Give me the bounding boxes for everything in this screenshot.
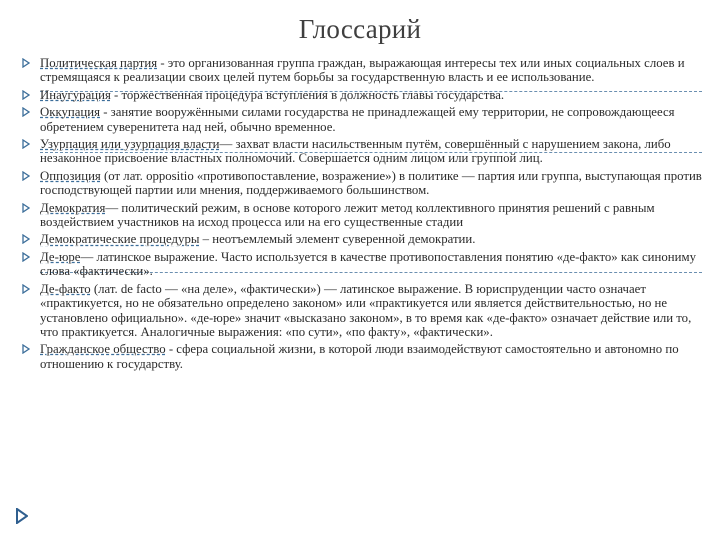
glossary-definition: - это организованная группа граждан, выражающая интересы тех или иных социальных слоев и стремящаяся к реализации своих целей путем борьбы за государственную власть и ее использование. (40, 56, 685, 85)
glossary-definition: – неотъемлемый элемент суверенной демократии. (199, 232, 476, 247)
triangle-bullet-icon (22, 252, 30, 262)
glossary-term: Инаугурация (40, 87, 111, 102)
glossary-item (22, 232, 712, 246)
glossary-term: Узурпация или узурпация власти (40, 137, 220, 152)
glossary-item (22, 88, 712, 102)
glossary-item (22, 105, 712, 134)
glossary-definition: — захват власти насильственным путём, совершённый с нарушением закона, либо незаконное присвоение властных полномочий. Совершается одним лицом или группой лиц. (40, 137, 671, 166)
triangle-bullet-icon (22, 171, 30, 181)
glossary-item (22, 250, 712, 279)
glossary-definition: — латинское выражение. Часто используется в качестве противопоставления понятию «де-факто» как синониму слова «фактически». (40, 249, 696, 279)
glossary-list (22, 56, 712, 374)
triangle-bullet-icon (22, 139, 30, 149)
glossary-term: Демократические процедуры (40, 232, 200, 247)
triangle-bullet-icon (22, 107, 30, 117)
glossary-term: Оккупация (40, 105, 101, 120)
glossary-item (22, 137, 712, 166)
glossary-definition: (лат. de facto — «на деле», «фактически») — латинское выражение. В юриспруденции часто означает «практикуется, но не обязательно определено законом» или «практикуется или является действительностью, но не установлено официально». «де-юре» значит «высказано законом», в то время как «де-факто» означает действие или то, что практикуется. Аналогичные выражения: «по сути», «по факту», «фактически». (40, 281, 692, 339)
triangle-bullet-icon (22, 203, 30, 213)
glossary-item (22, 282, 712, 340)
glossary-definition: - торжественная процедура вступления в должность главы государства. (110, 87, 505, 102)
glossary-item (22, 201, 712, 230)
glossary-term: Де-юре (40, 249, 81, 264)
glossary-definition: — политический режим, в основе которого лежит метод коллективного принятия решений с равным воздействием участников на исход процесса или на его существенные стадии (40, 200, 655, 230)
triangle-bullet-icon (22, 90, 30, 100)
triangle-bullet-icon (22, 284, 30, 294)
glossary-item (22, 342, 712, 371)
glossary-definition: - занятие вооружёнными силами государства не принадлежащей ему территории, не сопровождающееся обретением суверенитета над ней, обычно временное. (40, 105, 675, 134)
triangle-bullet-icon (22, 58, 30, 68)
glossary-term: Политическая партия (40, 56, 158, 70)
glossary-term: Демократия (40, 200, 106, 215)
glossary-term: Гражданское общество (40, 342, 166, 357)
glossary-definition: (от лат. oppositio «противопоставление, возражение») в политике — партия или группа, выступающая против господствующей партии или мнения, поддерживаемого большинством. (40, 168, 702, 198)
triangle-bullet-icon (22, 344, 30, 354)
triangle-bullet-icon (22, 234, 30, 244)
page-title: Глоссарий (298, 14, 422, 44)
glossary-item (22, 56, 712, 85)
glossary-definition: - сфера социальной жизни, в которой люди взаимодействуют самостоятельно и автономно по отношению к государству. (40, 342, 679, 371)
glossary-item (22, 169, 712, 198)
glossary-term: Де-факто (40, 281, 91, 296)
glossary-term: Оппозиция (40, 168, 101, 183)
triangle-end-icon (16, 508, 28, 524)
